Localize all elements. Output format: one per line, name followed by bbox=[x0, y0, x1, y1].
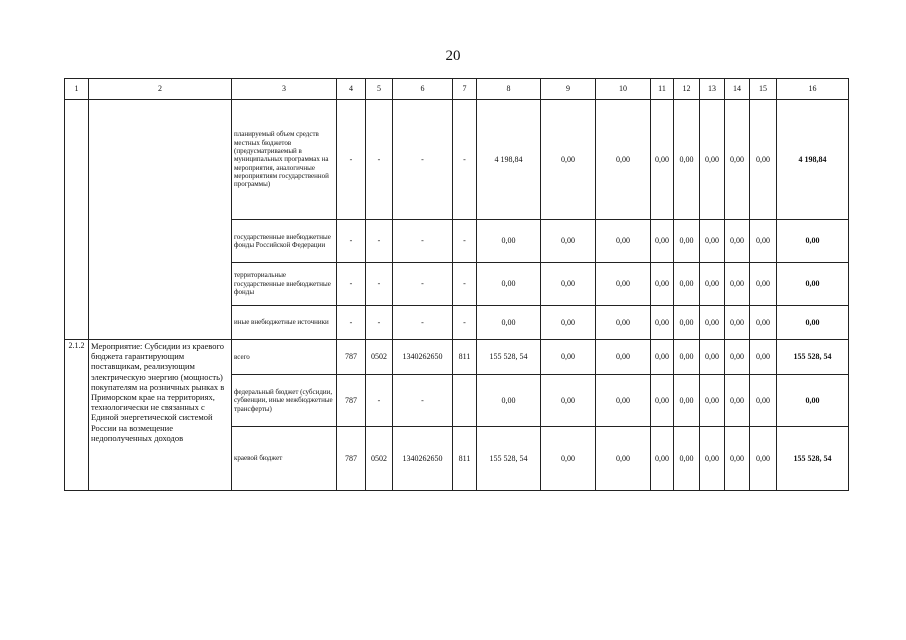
header-cell: 10 bbox=[596, 79, 651, 100]
funding-source: государственные внебюджетные фонды Российской Федерации bbox=[232, 220, 337, 263]
funding-source: федеральный бюджет (субсидии, субвенции, иные межбюджетные трансферты) bbox=[232, 375, 337, 427]
cell-col-12: 0,00 bbox=[674, 340, 700, 375]
cell-col-15: 0,00 bbox=[750, 427, 777, 491]
cell-col-12: 0,00 bbox=[674, 220, 700, 263]
cell-col-15: 0,00 bbox=[750, 220, 777, 263]
cell-col-13: 0,00 bbox=[700, 306, 725, 340]
cell-col-5: - bbox=[366, 220, 393, 263]
budget-table bbox=[64, 78, 849, 491]
page-number: 20 bbox=[445, 48, 461, 64]
header-cell: 9 bbox=[541, 79, 596, 100]
header-cell: 15 bbox=[750, 79, 777, 100]
cell-col-4: 787 bbox=[337, 375, 366, 427]
header-row bbox=[65, 79, 849, 100]
cell-col-9: 0,00 bbox=[541, 375, 596, 427]
cell-col-14: 0,00 bbox=[725, 427, 750, 491]
cell-col-13: 0,00 bbox=[700, 340, 725, 375]
cell-col-11: 0,00 bbox=[651, 306, 674, 340]
header-cell: 16 bbox=[777, 79, 849, 100]
cell-col-4: 787 bbox=[337, 427, 366, 491]
cell-col-4: - bbox=[337, 220, 366, 263]
cell-col-5: 0502 bbox=[366, 427, 393, 491]
cell-col-10: 0,00 bbox=[596, 340, 651, 375]
cell-col-15: 0,00 bbox=[750, 340, 777, 375]
cell-col-16: 0,00 bbox=[777, 375, 849, 427]
cell-col-16: 4 198,84 bbox=[777, 100, 849, 220]
cell-col-9: 0,00 bbox=[541, 220, 596, 263]
cell-col-8: 155 528, 54 bbox=[477, 340, 541, 375]
cell-col-13: 0,00 bbox=[700, 220, 725, 263]
cell-col-11: 0,00 bbox=[651, 100, 674, 220]
cell-col-9: 0,00 bbox=[541, 100, 596, 220]
cell-col-10: 0,00 bbox=[596, 375, 651, 427]
header-cell: 13 bbox=[700, 79, 725, 100]
cell-col-5: - bbox=[366, 306, 393, 340]
cell-col-14: 0,00 bbox=[725, 263, 750, 306]
cell-col-14: 0,00 bbox=[725, 340, 750, 375]
cell-col-13: 0,00 bbox=[700, 100, 725, 220]
row-title bbox=[89, 100, 232, 340]
funding-source: иные внебюджетные источники bbox=[232, 306, 337, 340]
header-cell: 11 bbox=[651, 79, 674, 100]
cell-col-13: 0,00 bbox=[700, 427, 725, 491]
cell-col-15: 0,00 bbox=[750, 263, 777, 306]
cell-col-4: - bbox=[337, 306, 366, 340]
cell-col-7: - bbox=[453, 220, 477, 263]
cell-col-7: - bbox=[453, 100, 477, 220]
cell-col-16: 0,00 bbox=[777, 220, 849, 263]
cell-col-7: 811 bbox=[453, 340, 477, 375]
cell-col-10: 0,00 bbox=[596, 100, 651, 220]
cell-col-4: 787 bbox=[337, 340, 366, 375]
funding-source: всего bbox=[232, 340, 337, 375]
cell-col-7 bbox=[453, 375, 477, 427]
cell-col-14: 0,00 bbox=[725, 100, 750, 220]
cell-col-8: 0,00 bbox=[477, 263, 541, 306]
cell-col-5: 0502 bbox=[366, 340, 393, 375]
cell-col-8: 4 198,84 bbox=[477, 100, 541, 220]
cell-col-6: 1340262650 bbox=[393, 340, 453, 375]
cell-col-16: 155 528, 54 bbox=[777, 427, 849, 491]
cell-col-6: 1340262650 bbox=[393, 427, 453, 491]
cell-col-16: 0,00 bbox=[777, 263, 849, 306]
cell-col-11: 0,00 bbox=[651, 263, 674, 306]
cell-col-15: 0,00 bbox=[750, 100, 777, 220]
cell-col-13: 0,00 bbox=[700, 263, 725, 306]
cell-col-12: 0,00 bbox=[674, 100, 700, 220]
row-number: 2.1.2 bbox=[65, 340, 89, 491]
cell-col-9: 0,00 bbox=[541, 340, 596, 375]
cell-col-12: 0,00 bbox=[674, 375, 700, 427]
cell-col-5: - bbox=[366, 100, 393, 220]
header-cell: 3 bbox=[232, 79, 337, 100]
funding-source: территориальные государственные внебюджетные фонды bbox=[232, 263, 337, 306]
cell-col-7: - bbox=[453, 306, 477, 340]
row-title: Мероприятие: Субсидии из краевого бюджета гарантирующим поставщикам, реализующим электрическую энергию (мощность) покупателям на розничных рынках в Приморском крае на территориях, технологически не связанных с Единой энергетической системой России на возмещение недополученных доходов bbox=[89, 340, 232, 491]
cell-col-8: 0,00 bbox=[477, 306, 541, 340]
row-number bbox=[65, 100, 89, 340]
cell-col-11: 0,00 bbox=[651, 340, 674, 375]
cell-col-6: - bbox=[393, 306, 453, 340]
cell-col-8: 155 528, 54 bbox=[477, 427, 541, 491]
cell-col-4: - bbox=[337, 100, 366, 220]
header-cell: 5 bbox=[366, 79, 393, 100]
funding-source: краевой бюджет bbox=[232, 427, 337, 491]
cell-col-12: 0,00 bbox=[674, 306, 700, 340]
cell-col-10: 0,00 bbox=[596, 220, 651, 263]
cell-col-4: - bbox=[337, 263, 366, 306]
cell-col-12: 0,00 bbox=[674, 263, 700, 306]
funding-source: планируемый объем средств местных бюджетов (предусматриваемый в муниципальных программах на мероприятия, аналогичные мероприятиям государственной программы) bbox=[232, 100, 337, 220]
cell-col-5: - bbox=[366, 263, 393, 306]
cell-col-10: 0,00 bbox=[596, 427, 651, 491]
cell-col-16: 0,00 bbox=[777, 306, 849, 340]
cell-col-9: 0,00 bbox=[541, 306, 596, 340]
header-cell: 7 bbox=[453, 79, 477, 100]
header-cell: 4 bbox=[337, 79, 366, 100]
cell-col-6: - bbox=[393, 100, 453, 220]
cell-col-11: 0,00 bbox=[651, 375, 674, 427]
cell-col-10: 0,00 bbox=[596, 306, 651, 340]
cell-col-12: 0,00 bbox=[674, 427, 700, 491]
header-cell: 14 bbox=[725, 79, 750, 100]
cell-col-9: 0,00 bbox=[541, 263, 596, 306]
cell-col-6: - bbox=[393, 220, 453, 263]
cell-col-15: 0,00 bbox=[750, 375, 777, 427]
header-cell: 1 bbox=[65, 79, 89, 100]
header-cell: 12 bbox=[674, 79, 700, 100]
header-cell: 2 bbox=[89, 79, 232, 100]
cell-col-13: 0,00 bbox=[700, 375, 725, 427]
cell-col-16: 155 528, 54 bbox=[777, 340, 849, 375]
cell-col-5: - bbox=[366, 375, 393, 427]
cell-col-11: 0,00 bbox=[651, 427, 674, 491]
cell-col-8: 0,00 bbox=[477, 220, 541, 263]
cell-col-8: 0,00 bbox=[477, 375, 541, 427]
header-cell: 6 bbox=[393, 79, 453, 100]
header-cell: 8 bbox=[477, 79, 541, 100]
cell-col-6: - bbox=[393, 263, 453, 306]
cell-col-14: 0,00 bbox=[725, 375, 750, 427]
cell-col-7: - bbox=[453, 263, 477, 306]
cell-col-14: 0,00 bbox=[725, 306, 750, 340]
cell-col-11: 0,00 bbox=[651, 220, 674, 263]
cell-col-10: 0,00 bbox=[596, 263, 651, 306]
table-row bbox=[65, 100, 849, 220]
cell-col-9: 0,00 bbox=[541, 427, 596, 491]
table-row bbox=[65, 340, 849, 375]
cell-col-6: - bbox=[393, 375, 453, 427]
cell-col-15: 0,00 bbox=[750, 306, 777, 340]
cell-col-7: 811 bbox=[453, 427, 477, 491]
cell-col-14: 0,00 bbox=[725, 220, 750, 263]
